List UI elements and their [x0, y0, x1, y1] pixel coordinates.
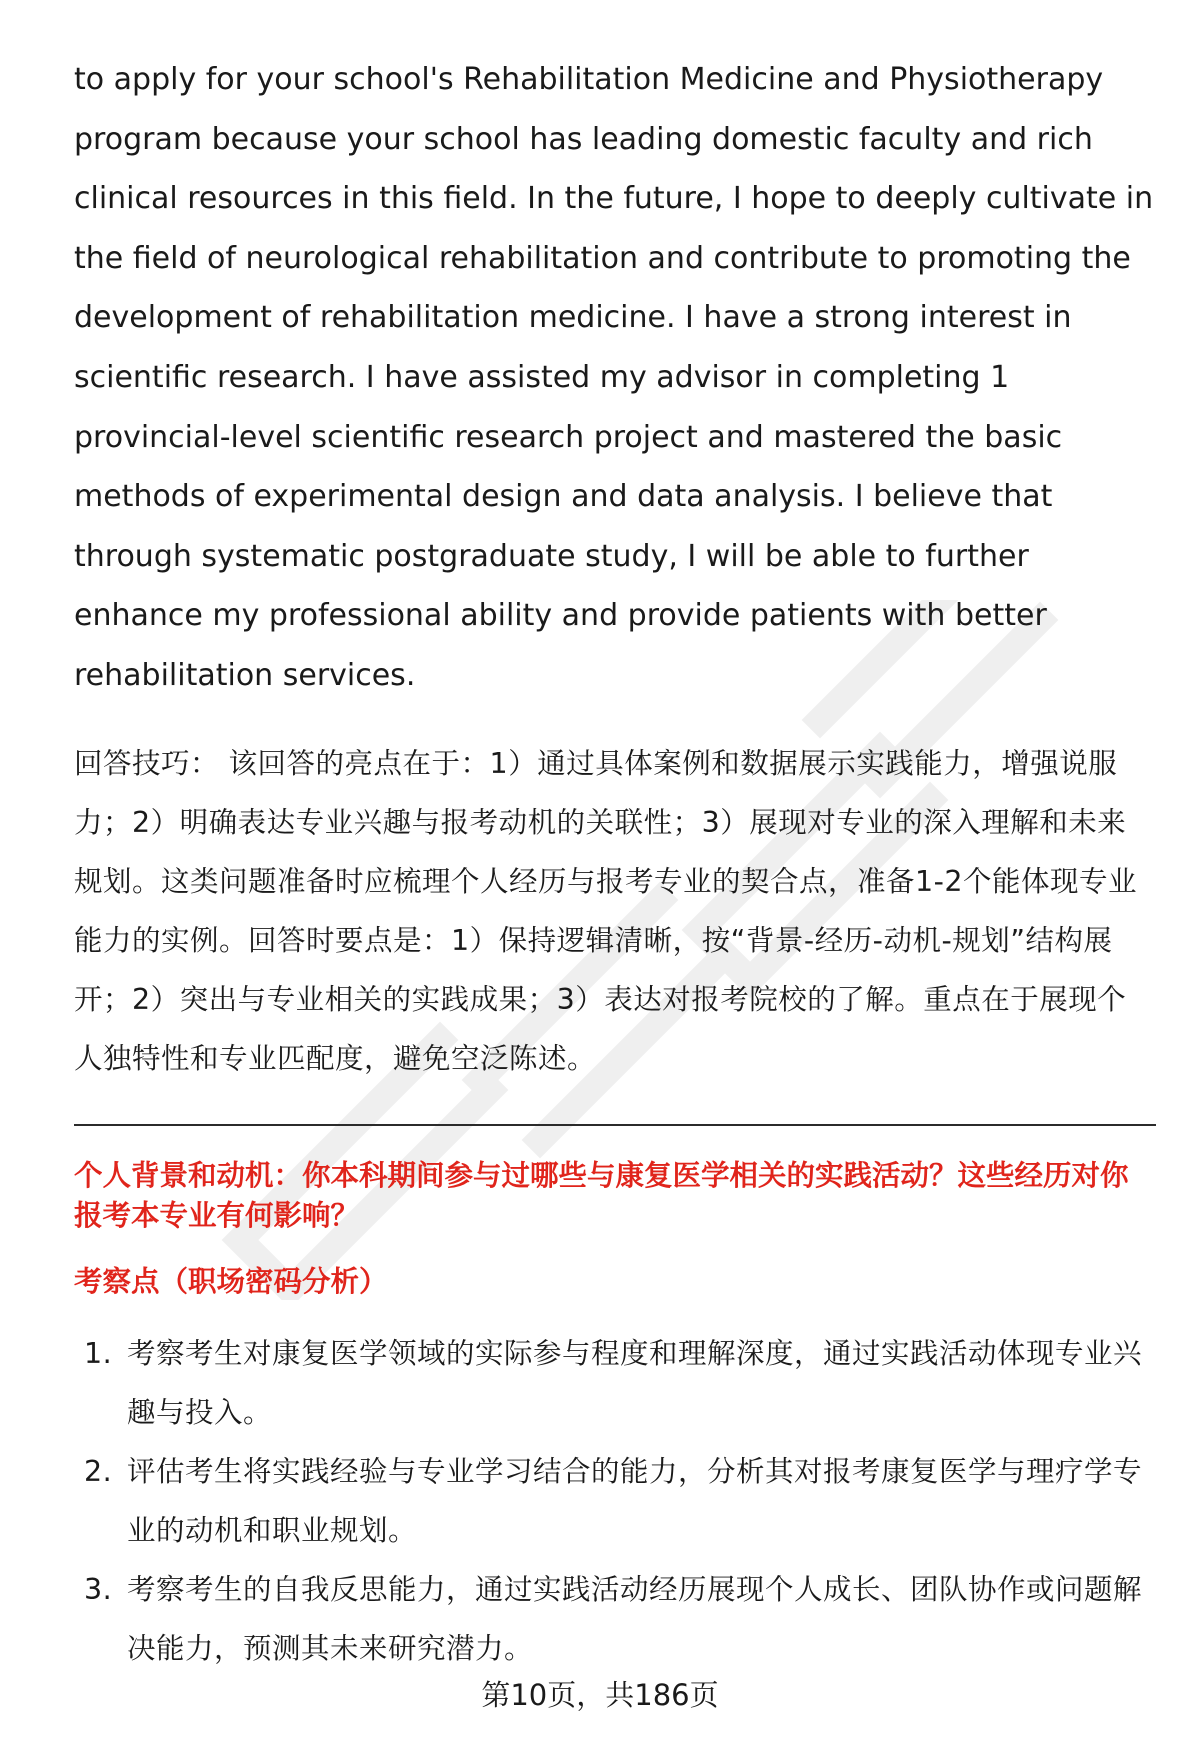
analysis-point	[74, 1324, 1154, 1442]
answer-tips-paragraph: 回答技巧： 该回答的亮点在于：1）通过具体案例和数据展示实践能力，增强说服力；2）明确表达专业兴趣与报考动机的关联性；3）展现对专业的深入理解和未来规划。这类问题准备时应梳理个人经历与报考专业的契合点，准备1-2个能体现专业能力的实例。回答时要点是：1）保持逻辑清晰，按“背景-经历-动机-规划”结构展开；2）突出与专业相关的实践成果；3）表达对报考院校的了解。重点在于展现个人独特性和专业匹配度，避免空泛陈述。	[74, 746, 1138, 1075]
point-number: 2.	[84, 1454, 113, 1488]
document-page	[74, 50, 1154, 1678]
english-paragraph: to apply for your school's Rehabilitation Medicine and Physiotherapy program because your school has leading domestic faculty and rich clinical resources in this field. In the future, I hope to deeply cultivate in the field of neurological rehabilitation and contribute to promoting the development of rehabilitation medicine. I have a strong interest in scientific research. I have assisted my advisor in completing 1 provincial-level scientific research project and mastered the basic methods of experimental design and data analysis. I believe that through systematic postgraduate study, I will be able to further enhance my professional ability and provide patients with better rehabilitation services.	[74, 62, 1154, 693]
page-footer: 第10页，共186页	[481, 1678, 719, 1712]
point-text: 考察考生对康复医学领域的实际参与程度和理解深度，通过实践活动体现专业兴趣与投入。	[127, 1336, 1143, 1429]
point-text: 评估考生将实践经验与专业学习结合的能力，分析其对报考康复医学与理疗学专业的动机和职业规划。	[127, 1454, 1143, 1547]
analysis-point	[74, 1442, 1154, 1560]
analysis-point	[74, 1560, 1154, 1678]
analysis-points-list	[74, 1324, 1154, 1678]
point-text: 考察考生的自我反思能力，通过实践活动经历展现个人成长、团队协作或问题解决能力，预测其未来研究潜力。	[127, 1572, 1143, 1665]
section-divider	[74, 1124, 1156, 1126]
point-number: 3.	[84, 1572, 113, 1606]
question-heading: 个人背景和动机：你本科期间参与过哪些与康复医学相关的实践活动？这些经历对你报考本专业有何影响？	[74, 1158, 1129, 1232]
point-number: 1.	[84, 1336, 113, 1370]
analysis-title: 考察点（职场密码分析）	[74, 1264, 388, 1298]
